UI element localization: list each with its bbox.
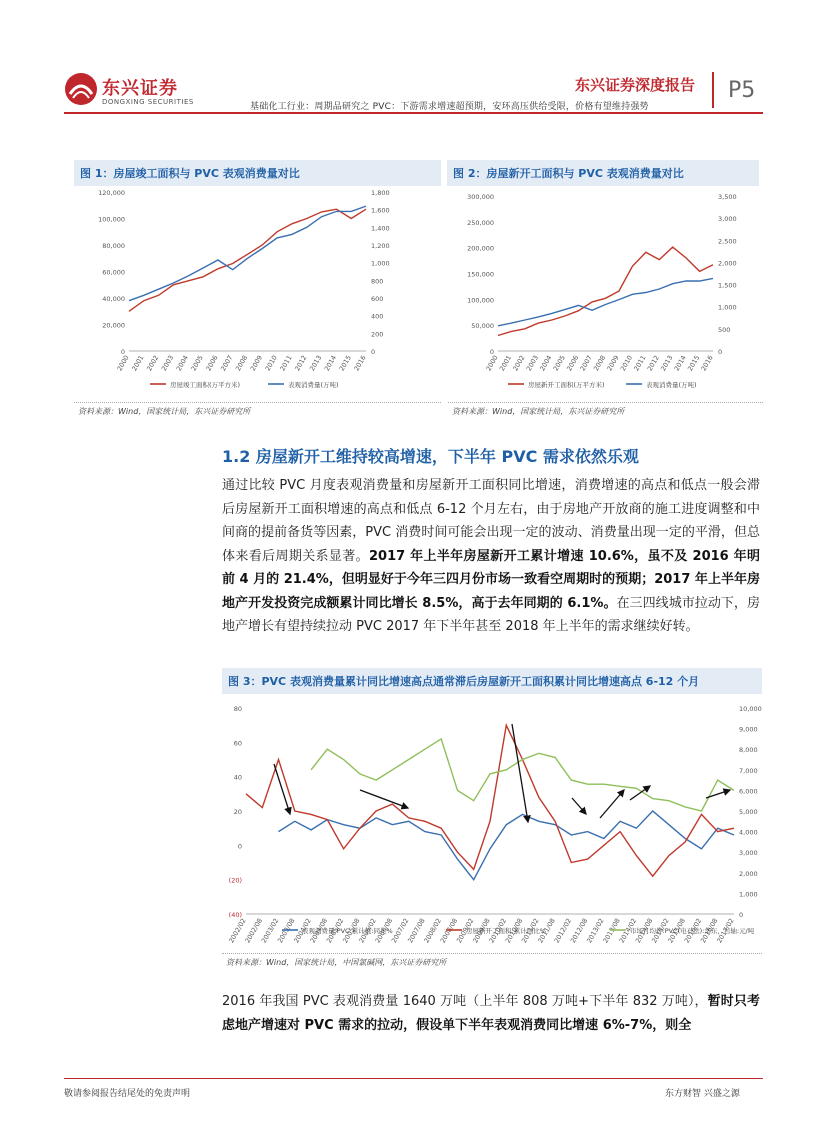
series-line-2 bbox=[246, 725, 734, 876]
x-tick-label: 2013/08 bbox=[601, 917, 622, 944]
logo-text-en: DONGXING SECURITIES bbox=[102, 98, 194, 106]
legend-label: 表观消费量(万吨) bbox=[288, 381, 339, 389]
x-tick-label: 2006 bbox=[565, 354, 581, 373]
x-tick-label: 2014/08 bbox=[633, 917, 655, 944]
y-right-tick-label: 1,000 bbox=[739, 890, 758, 899]
x-tick-label: 2005/02 bbox=[324, 917, 346, 944]
x-tick-label: 2000 bbox=[115, 354, 131, 373]
y-left-tick-label: 0 bbox=[489, 348, 494, 356]
section-paragraph-2 bbox=[222, 990, 760, 1037]
x-tick-label: 2002/02 bbox=[227, 917, 248, 944]
footer-slogan: 东方财智 兴盛之源 bbox=[665, 1089, 740, 1099]
x-tick-label: 2005 bbox=[189, 354, 205, 373]
x-tick-label: 2011/08 bbox=[536, 917, 557, 944]
x-tick-label: 2005 bbox=[551, 354, 567, 373]
x-tick-label: 2009 bbox=[605, 354, 621, 373]
x-tick-label: 2002 bbox=[511, 354, 527, 373]
x-tick-label: 2017/02 bbox=[715, 917, 736, 944]
x-tick-label: 2014/02 bbox=[617, 917, 639, 944]
y-right-tick-label: 1,400 bbox=[371, 224, 390, 233]
x-tick-label: 2008 bbox=[592, 354, 608, 373]
section-paragraph-1 bbox=[222, 474, 760, 639]
y-right-tick-label: 0 bbox=[371, 348, 376, 356]
legend-label: 表观消费量:PVC:累计值:同比% bbox=[302, 927, 393, 935]
legend-label: 房屋新开工面积:累计同比% bbox=[466, 927, 546, 935]
y-right-tick-label: 6,000 bbox=[739, 787, 758, 796]
figure2-source: 资料来源：Wind，国家统计局，东兴证券研究所 bbox=[452, 407, 625, 416]
x-tick-label: 2014 bbox=[672, 354, 688, 373]
x-tick-label: 2007/02 bbox=[389, 917, 411, 944]
x-tick-label: 2016 bbox=[352, 354, 368, 373]
x-tick-label: 2009 bbox=[248, 354, 265, 373]
figure3-divider bbox=[222, 953, 762, 954]
series-line-2 bbox=[498, 278, 713, 325]
y-left-tick-label: (40) bbox=[228, 911, 242, 919]
y-left-tick-label: 120,000 bbox=[98, 189, 125, 197]
y-left-tick-label: 20,000 bbox=[102, 321, 125, 330]
y-right-tick-label: 5,000 bbox=[739, 808, 758, 816]
report-subtitle: 基础化工行业：周期品研究之 PVC：下游需求增速超预期，安环高压供给受限，价格有望维持强势 bbox=[250, 102, 649, 112]
y-right-tick-label: 3,000 bbox=[718, 215, 737, 224]
x-tick-label: 2004/02 bbox=[292, 917, 313, 944]
y-left-tick-label: 0 bbox=[120, 348, 125, 356]
series-line-2 bbox=[129, 206, 366, 301]
x-tick-label: 2003 bbox=[159, 354, 176, 373]
x-tick-label: 2011/02 bbox=[520, 917, 541, 944]
x-tick-label: 2004 bbox=[174, 354, 190, 373]
x-tick-label: 2006/08 bbox=[373, 917, 395, 944]
y-left-tick-label: 20 bbox=[233, 808, 242, 816]
y-right-tick-label: 600 bbox=[371, 295, 384, 303]
header-divider bbox=[712, 72, 714, 108]
annotation-arrow bbox=[360, 790, 408, 808]
y-right-tick-label: 2,000 bbox=[739, 869, 758, 878]
x-tick-label: 2001 bbox=[497, 354, 514, 373]
figure1-chart bbox=[74, 184, 434, 394]
y-left-tick-label: 60,000 bbox=[102, 268, 125, 277]
y-right-tick-label: 2,000 bbox=[718, 259, 737, 268]
series-line-3 bbox=[311, 739, 734, 811]
y-right-tick-label: 4,000 bbox=[739, 828, 758, 837]
y-left-tick-label: 80 bbox=[233, 705, 242, 713]
report-title: 东兴证券深度报告 bbox=[574, 76, 695, 94]
y-right-tick-label: 2,500 bbox=[718, 237, 737, 246]
x-tick-label: 2007 bbox=[219, 354, 235, 373]
x-tick-label: 2000 bbox=[484, 354, 500, 373]
y-right-tick-label: 10,000 bbox=[739, 705, 762, 713]
legend-label: 市场月均价:PVC(电石法):华东，右轴:元/吨 bbox=[630, 927, 755, 935]
x-tick-label: 2002/08 bbox=[243, 917, 264, 944]
x-tick-label: 2013/02 bbox=[585, 917, 606, 944]
x-tick-label: 2015/08 bbox=[666, 917, 687, 944]
y-right-tick-label: 3,500 bbox=[718, 193, 737, 201]
x-tick-label: 2008/08 bbox=[438, 917, 460, 944]
legend-label: 表观消费量(万吨) bbox=[646, 381, 697, 389]
x-tick-label: 2006/02 bbox=[357, 917, 378, 944]
x-tick-label: 2009/08 bbox=[471, 917, 492, 944]
y-right-tick-label: 1,600 bbox=[371, 206, 390, 215]
x-tick-label: 2015 bbox=[337, 354, 353, 373]
figure1-divider bbox=[74, 402, 441, 403]
figure2-divider bbox=[448, 402, 763, 403]
p1-bold: 2017 年上半年房屋新开工累计增速 10.6%，虽不及 2016 年明前 4 月的 21.4%，但明显好于今年三四月份市场一致看空周期时的预期；2017 年上半年房地产开发投资完成额累计同比增长 8.5%，高于去年同期的 6.1%。 bbox=[222, 548, 760, 611]
x-tick-label: 2010/02 bbox=[487, 917, 508, 944]
y-right-tick-label: 1,500 bbox=[718, 281, 737, 290]
x-tick-label: 2010 bbox=[618, 354, 635, 373]
y-left-tick-label: 150,000 bbox=[467, 270, 494, 279]
figure1-title: 图 1：房屋竣工面积与 PVC 表观消费量对比 bbox=[74, 160, 441, 186]
x-tick-label: 2003 bbox=[524, 354, 541, 373]
p2-bold: 暂时只考虑地产增速对 PVC 需求的拉动，假设单下半年表观消费同比增速 6%-7%，则全 bbox=[222, 994, 760, 1033]
x-tick-label: 2012/02 bbox=[552, 917, 574, 944]
footer-rule bbox=[64, 1078, 763, 1079]
x-tick-label: 2010/08 bbox=[503, 917, 525, 944]
p1-tail: 在三四线城市拉动下，房地产增长有望持续拉动 PVC 2017 年下半年甚至 2018 年上半年的需求继续好转。 bbox=[222, 595, 760, 634]
x-tick-label: 2007/08 bbox=[406, 917, 427, 944]
header-rule bbox=[64, 112, 763, 114]
x-tick-label: 2011 bbox=[278, 354, 294, 373]
annotation-arrow bbox=[600, 790, 624, 818]
y-right-tick-label: 0 bbox=[739, 911, 744, 919]
x-tick-label: 2013 bbox=[659, 354, 675, 373]
y-right-tick-label: 7,000 bbox=[739, 766, 758, 775]
y-left-tick-label: 80,000 bbox=[102, 242, 125, 250]
figure3-source: 资料来源：Wind，国家统计局，中国氯碱网，东兴证券研究所 bbox=[226, 958, 447, 967]
figure2-chart bbox=[448, 184, 763, 394]
y-left-tick-label: (20) bbox=[228, 876, 242, 885]
y-right-tick-label: 9,000 bbox=[739, 725, 758, 734]
x-tick-label: 2003/02 bbox=[259, 917, 281, 944]
y-left-tick-label: 100,000 bbox=[467, 296, 494, 305]
annotation-arrow bbox=[572, 798, 586, 814]
y-left-tick-label: 100,000 bbox=[98, 215, 125, 224]
y-right-tick-label: 0 bbox=[718, 348, 723, 356]
y-left-tick-label: 50,000 bbox=[471, 322, 494, 331]
y-right-tick-label: 8,000 bbox=[739, 746, 758, 755]
page-number: P5 bbox=[728, 78, 756, 103]
x-tick-label: 2005/08 bbox=[341, 917, 362, 944]
y-right-tick-label: 1,000 bbox=[371, 259, 390, 268]
p1-plain: 通过比较 PVC 月度表观消费量和房屋新开工面积同比增速，消费增速的高点和低点一般会滞后房屋新开工面积增速的高点和低点 6-12 个月左右，由于房地产开放商的施工进度调整和中间商的提前备货等因素，PVC 消费时间可能会出现一定的波动、消费量出现一定的平滑，但总体来看后周期关系显著。 bbox=[222, 478, 760, 564]
x-tick-label: 2003/08 bbox=[276, 917, 297, 944]
annotation-arrow bbox=[512, 724, 528, 822]
x-tick-label: 2012/08 bbox=[568, 917, 590, 944]
y-right-tick-label: 500 bbox=[718, 325, 731, 334]
x-tick-label: 2012 bbox=[645, 354, 661, 373]
series-line-1 bbox=[129, 209, 366, 311]
x-tick-label: 2007 bbox=[578, 354, 594, 373]
y-left-tick-label: 250,000 bbox=[467, 218, 494, 227]
x-tick-label: 2009/02 bbox=[455, 917, 476, 944]
y-right-tick-label: 1,200 bbox=[371, 242, 390, 250]
x-tick-label: 2001 bbox=[130, 354, 146, 373]
figure3-title: 图 3：PVC 表观消费量累计同比增速高点通常滞后房屋新开工面积累计同比增速高点 6-12 个月 bbox=[222, 668, 762, 694]
y-left-tick-label: 40 bbox=[233, 773, 242, 782]
y-left-tick-label: 60 bbox=[233, 739, 242, 748]
y-right-tick-label: 400 bbox=[371, 312, 384, 321]
y-right-tick-label: 3,000 bbox=[739, 849, 758, 858]
x-tick-label: 2006 bbox=[204, 354, 220, 373]
figure1-source: 资料来源：Wind，国家统计局，东兴证券研究所 bbox=[78, 407, 251, 416]
y-left-tick-label: 0 bbox=[237, 842, 242, 851]
x-tick-label: 2004/08 bbox=[308, 917, 330, 944]
y-right-tick-label: 200 bbox=[371, 330, 384, 339]
legend-label: 房屋新开工面积(万平方米) bbox=[528, 381, 605, 389]
x-tick-label: 2004 bbox=[538, 354, 554, 373]
series-line-1 bbox=[498, 247, 713, 335]
x-tick-label: 2016 bbox=[699, 354, 715, 373]
x-tick-label: 2016/08 bbox=[699, 917, 720, 944]
x-tick-label: 2016/02 bbox=[682, 917, 704, 944]
x-tick-label: 2012 bbox=[293, 354, 309, 373]
x-tick-label: 2008 bbox=[234, 354, 250, 373]
x-tick-label: 2010 bbox=[263, 354, 279, 373]
logo-text-cn: 东兴证券 bbox=[102, 78, 178, 99]
x-tick-label: 2011 bbox=[632, 354, 648, 373]
x-tick-label: 2015 bbox=[686, 354, 702, 373]
p2-plain: 2016 年我国 PVC 表观消费量 1640 万吨（上半年 808 万吨+下半年 832 万吨）， bbox=[222, 994, 708, 1009]
legend-label: 房屋竣工面积(万平方米) bbox=[170, 381, 241, 389]
annotation-arrow bbox=[706, 790, 730, 798]
figure2-title: 图 2：房屋新开工面积与 PVC 表观消费量对比 bbox=[447, 160, 759, 186]
x-tick-label: 2008/02 bbox=[422, 917, 443, 944]
x-tick-label: 2014 bbox=[322, 354, 339, 373]
y-left-tick-label: 40,000 bbox=[102, 295, 125, 303]
footer-disclaimer: 敬请参阅报告结尾处的免责声明 bbox=[64, 1089, 191, 1099]
y-left-tick-label: 200,000 bbox=[467, 244, 494, 253]
company-logo-icon bbox=[64, 72, 98, 106]
x-tick-label: 2013 bbox=[308, 354, 324, 373]
y-right-tick-label: 1,000 bbox=[718, 303, 737, 312]
x-tick-label: 2015/02 bbox=[650, 917, 671, 944]
section-heading: 1.2 房屋新开工维持较高增速，下半年 PVC 需求依然乐观 bbox=[222, 447, 639, 466]
y-right-tick-label: 1,800 bbox=[371, 189, 390, 197]
x-tick-label: 2002 bbox=[145, 354, 161, 373]
y-left-tick-label: 300,000 bbox=[467, 193, 494, 201]
y-right-tick-label: 800 bbox=[371, 277, 384, 286]
figure3-chart bbox=[222, 694, 762, 944]
